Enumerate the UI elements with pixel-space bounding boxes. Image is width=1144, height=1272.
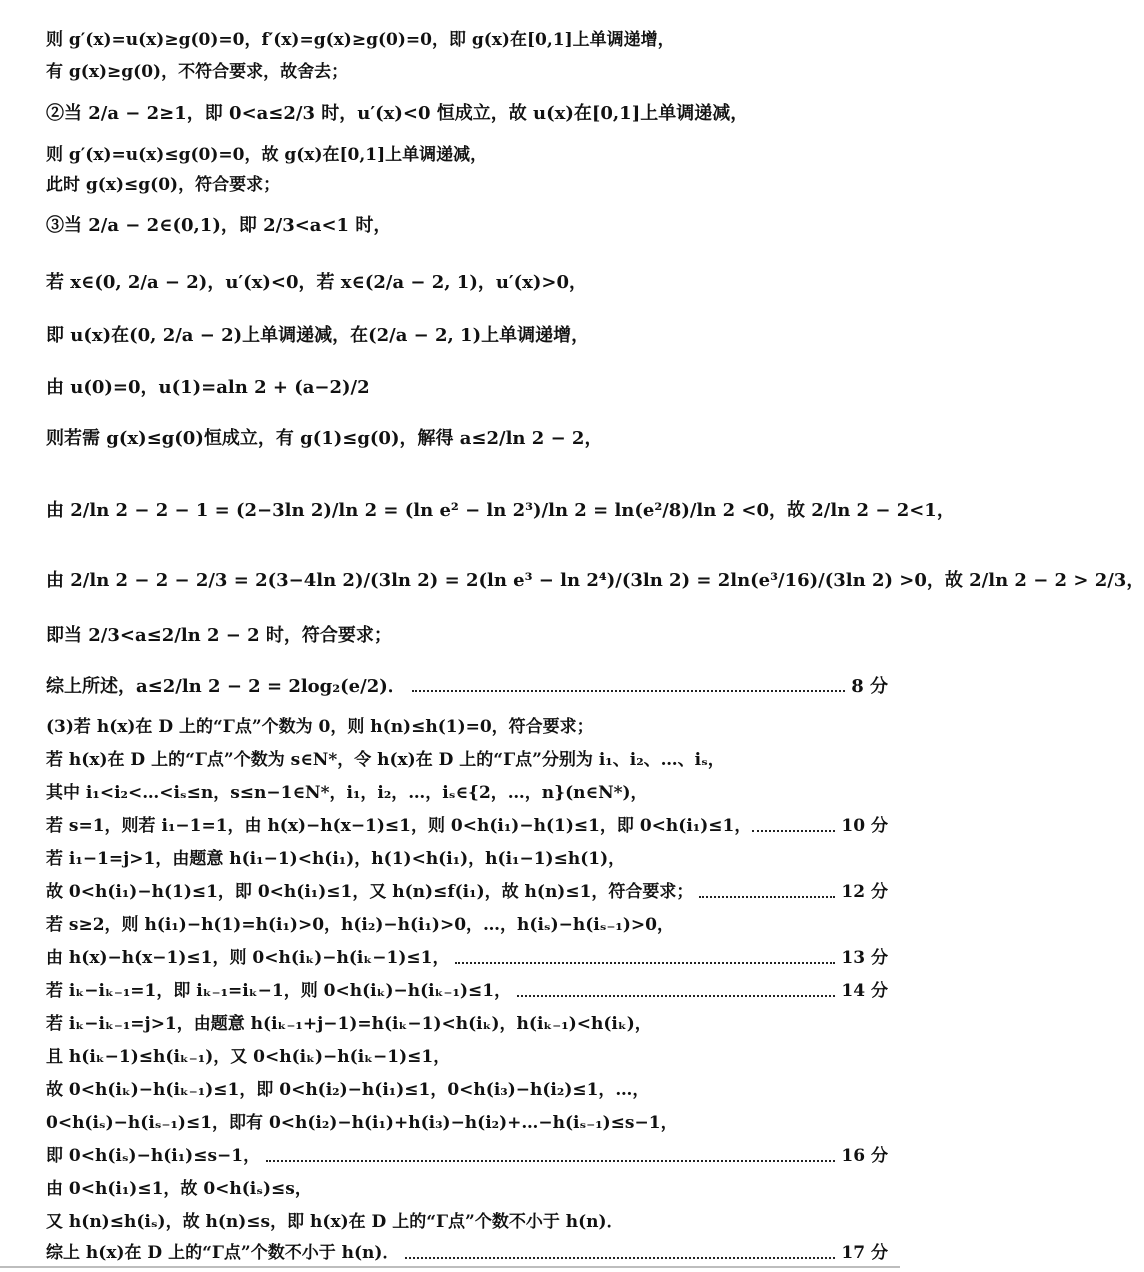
score-label: 8 分 — [851, 676, 888, 697]
solution-line — [46, 1243, 888, 1264]
line-text: 综上 h(x)在 D 上的“Γ点”个数不小于 h(n)． — [46, 1243, 400, 1263]
solution-line — [46, 325, 888, 348]
line-text: 若 x∈(0, 2/a − 2)，u′(x)<0，若 x∈(2/a − 2, 1)，u′(x)>0， — [46, 272, 588, 293]
solution-line — [46, 783, 888, 804]
line-text: 若 h(x)在 D 上的“Γ点”个数为 s∈N*，令 h(x)在 D 上的“Γ点”分别为 i₁、i₂、…、iₛ， — [46, 750, 725, 770]
line-text: 由 u(0)=0，u(1)=aln 2 + (a−2)/2 — [46, 377, 370, 398]
bottom-divider — [0, 1266, 900, 1268]
solution-line — [46, 1212, 888, 1233]
line-text: ②当 2/a − 2≥1，即 0<a≤2/3 时，u′(x)<0 恒成立，故 u(x)在[0,1]上单调递减， — [46, 103, 749, 124]
solution-line — [46, 175, 888, 196]
solution-line — [46, 1179, 888, 1200]
score-label: 12 分 — [841, 882, 888, 902]
score-label: 17 分 — [841, 1243, 888, 1263]
dot-leader — [266, 1160, 835, 1162]
dot-leader — [412, 690, 845, 692]
dot-leader — [517, 995, 835, 997]
solution-line — [46, 145, 888, 166]
dot-leader — [405, 1257, 835, 1259]
solution-line — [46, 30, 888, 51]
line-text: 由 h(x)−h(x−1)≤1，则 0<h(iₖ)−h(iₖ−1)≤1， — [46, 948, 450, 968]
line-text: 有 g(x)≥g(0)，不符合要求，故舍去； — [46, 62, 349, 82]
dot-leader — [455, 962, 835, 964]
solution-line — [46, 915, 888, 936]
line-text: 综上所述，a≤2/ln 2 − 2 = 2log₂(e/2)． — [46, 676, 406, 697]
solution-line — [46, 62, 888, 83]
line-text: 由 2/ln 2 − 2 − 1 = (2−3ln 2)/ln 2 = (ln e² − ln 2³)/ln 2 = ln(e²/8)/ln 2 <0，故 2/ln 2 − 2<1， — [46, 500, 955, 521]
dot-leader — [752, 830, 835, 832]
line-text: 此时 g(x)≤g(0)，符合要求； — [46, 175, 281, 195]
solution-line — [46, 215, 888, 238]
score-label: 13 分 — [841, 948, 888, 968]
line-text: 又 h(n)≤h(iₛ)，故 h(n)≤s，即 h(x)在 D 上的“Γ点”个数不小于 h(n)． — [46, 1212, 624, 1232]
line-text: (3)若 h(x)在 D 上的“Γ点”个数为 0，则 h(n)≤h(1)=0，符合要求； — [46, 717, 594, 737]
solution-line — [46, 948, 888, 969]
line-text: 故 0<h(i₁)−h(1)≤1，即 0<h(i₁)≤1，又 h(n)≤f(i₁)，故 h(n)≤1，符合要求； — [46, 882, 694, 902]
line-text: 由 0<h(i₁)≤1，故 0<h(iₛ)≤s， — [46, 1179, 312, 1199]
score-label: 16 分 — [841, 1146, 888, 1166]
line-text: 若 iₖ−iₖ₋₁=j>1，由题意 h(iₖ₋₁+j−1)=h(iₖ−1)<h(iₖ)，h(iₖ₋₁)<h(iₖ)， — [46, 1014, 652, 1034]
solution-line — [46, 570, 1144, 593]
line-text: 若 iₖ−iₖ₋₁=1，即 iₖ₋₁=iₖ−1，则 0<h(iₖ)−h(iₖ₋₁)≤1， — [46, 981, 512, 1001]
solution-line — [46, 882, 888, 903]
line-text: 若 i₁−1=j>1，由题意 h(i₁−1)<h(i₁)，h(1)<h(i₁)，h(i₁−1)≤h(1)， — [46, 849, 626, 869]
line-text: 即当 2/3<a≤2/ln 2 − 2 时，符合要求； — [46, 625, 392, 646]
line-text: 其中 i₁<i₂<…<iₛ≤n，s≤n−1∈N*，i₁，i₂，…，iₛ∈{2，…，n}(n∈N*)， — [46, 783, 648, 803]
solution-line — [46, 717, 888, 738]
solution-line — [46, 1047, 888, 1068]
solution-line — [46, 272, 888, 295]
solution-line — [46, 981, 888, 1002]
line-text: 若 s≥2，则 h(i₁)−h(1)=h(i₁)>0，h(i₂)−h(i₁)>0，…，h(iₛ)−h(iₛ₋₁)>0， — [46, 915, 674, 935]
line-text: 0<h(iₛ)−h(iₛ₋₁)≤1，即有 0<h(i₂)−h(i₁)+h(i₃)−h(i₂)+…−h(iₛ₋₁)≤s−1， — [46, 1113, 678, 1133]
line-text: 即 0<h(iₛ)−h(i₁)≤s−1， — [46, 1146, 261, 1166]
solution-line — [46, 103, 888, 126]
solution-line — [46, 377, 888, 400]
solution-line — [46, 1113, 888, 1134]
solution-line — [46, 428, 888, 451]
solution-line — [46, 849, 888, 870]
solution-line — [46, 500, 955, 523]
line-text: 则 g′(x)=u(x)≥g(0)=0，f′(x)=g(x)≥g(0)=0，即 g(x)在[0,1]上单调递增， — [46, 30, 675, 50]
line-text: ③当 2/a − 2∈(0,1)，即 2/3<a<1 时， — [46, 215, 392, 236]
line-text: 且 h(iₖ−1)≤h(iₖ₋₁)，又 0<h(iₖ)−h(iₖ−1)≤1， — [46, 1047, 451, 1067]
line-text: 即 u(x)在(0, 2/a − 2)上单调递减，在(2/a − 2, 1)上单调递增， — [46, 325, 590, 346]
line-text: 则若需 g(x)≤g(0)恒成立，有 g(1)≤g(0)，解得 a≤2/ln 2 − 2， — [46, 428, 603, 449]
line-text: 由 2/ln 2 − 2 − 2/3 = 2(3−4ln 2)/(3ln 2) = 2(ln e³ − ln 2⁴)/(3ln 2) = 2ln(e³/16)/(3ln 2) >0，故 2/ln 2 − 2 > 2/3， — [46, 570, 1144, 591]
solution-line — [46, 676, 888, 699]
line-text: 若 s=1，则若 i₁−1=1，由 h(x)−h(x−1)≤1，则 0<h(i₁)−h(1)≤1，即 0<h(i₁)≤1， — [46, 816, 752, 836]
line-text: 故 0<h(iₖ)−h(iₖ₋₁)≤1，即 0<h(i₂)−h(i₁)≤1，0<h(i₃)−h(i₂)≤1，…， — [46, 1080, 650, 1100]
line-text: 则 g′(x)=u(x)≤g(0)=0，故 g(x)在[0,1]上单调递减， — [46, 145, 488, 165]
solution-line — [46, 1014, 888, 1035]
score-label: 14 分 — [841, 981, 888, 1001]
solution-line — [46, 1146, 888, 1167]
solution-line — [46, 625, 888, 648]
solution-line — [46, 750, 888, 771]
dot-leader — [699, 896, 835, 898]
solution-line — [46, 816, 888, 837]
solution-line — [46, 1080, 888, 1101]
score-label: 10 分 — [841, 816, 888, 836]
